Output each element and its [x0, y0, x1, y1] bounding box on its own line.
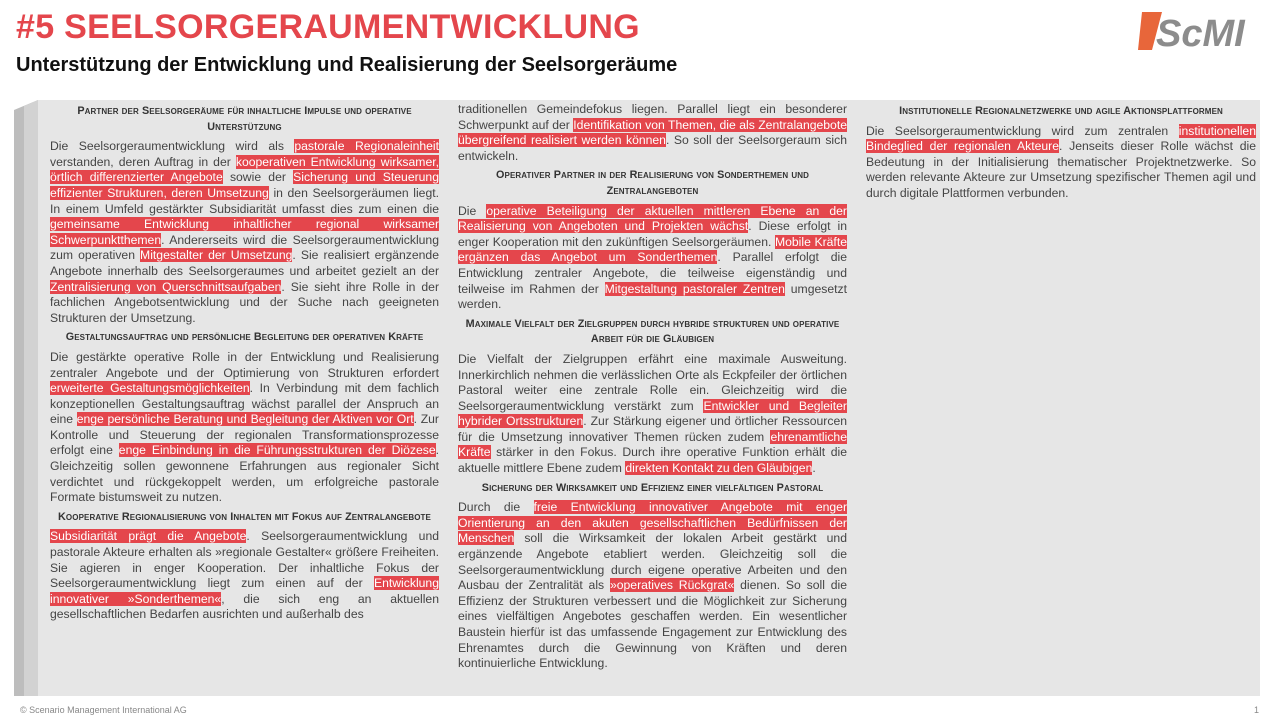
section-heading: Partner der Seelsorgeräume für inhaltliche Impulse und operative Unterstützung — [77, 105, 412, 133]
section-heading: Maximale Vielfalt der Zielgruppen durch hybride strukturen und operative Arbeit für die Gläubigen — [465, 317, 840, 346]
section-heading: Gestaltungsauftrag und persönliche Begleitung der operativen Kräfte — [65, 331, 424, 344]
section-paragraph — [458, 352, 847, 477]
text-run: . Sie realisiert ergänzende Angebote innerhalb des Seelsorgeraumes und arbeitet gezielt an der — [50, 248, 439, 278]
highlighted-phrase: pastorale Regionaleinheit — [294, 139, 439, 154]
text-run: Die — [458, 203, 487, 218]
section-heading: Kooperative Regionalisierung von Inhalten mit Fokus auf Zentralangebote — [58, 510, 431, 523]
section-paragraph — [50, 139, 439, 326]
text-run: Die Vielfalt der Zielgruppen erfährt eine maximale Ausweitung. Innerkirchlich nehmen die verlässlichen Orte als Eckpfeiler der örtlichen Pastoral weiter eine zentrale Rolle ein. Gleichzeitig wird die Seelsorgeraumentwicklung verstärkt zum — [458, 351, 847, 413]
section-paragraph — [458, 102, 847, 164]
text-run: . Andererseits wird die Seelsorgeraumentwicklung zum operativen — [50, 232, 439, 263]
text-run: traditionellen Gemeindefokus liegen. Parallel liegt ein besonderer Schwerpunkt auf der — [458, 102, 847, 132]
section-paragraph — [866, 124, 1256, 202]
footer-copyright: © Scenario Management International AG — [20, 705, 187, 715]
text-run: . Zur Kontrolle und Steuerung der regionalen Transformationsprozesse erfolgt eine — [50, 412, 439, 458]
highlighted-phrase: ehrenamtliche Kräfte — [458, 429, 847, 460]
svg-text:ScMI: ScMI — [1156, 13, 1245, 52]
section-paragraph — [458, 204, 847, 313]
page-number: 1 — [1254, 705, 1260, 715]
text-run: . Parallel erfolgt die Entwicklung zentraler Angebote, die teilweise eigenständig und teilweise im Rahmen der — [458, 250, 847, 296]
text-run: . Gleichzeitig sollen gewonnene Erfahrungen aus regionaler Sicht verdichtet und rückgekoppelt werden, um erfolgreiche pastorale Formate bistumsweit zu nutzen. — [50, 443, 439, 505]
text-run: , die sich eng an aktuellen gesellschaftlichen Bedarfen ausrichten und außerhalb des — [50, 591, 439, 622]
text-run: Durch die — [458, 500, 534, 515]
text-run: umgesetzt werden. — [458, 281, 847, 312]
highlighted-phrase: erweiterte Gestaltungsmöglichkeiten — [50, 381, 250, 396]
text-run: dienen. So soll die Effizienz der Strukturen verbessert und die Möglichkeit zur Sicherung eines vielfältigen Angebotes geschaffen werden. Ein wesentlicher Baustein hierfür ist das umfassende Engagement zur Entwicklung des Ehrenamtes durch die Gewinnung von Kräften und deren kontinuierliche Entwicklung. — [458, 578, 847, 671]
highlighted-phrase: Entwicklung innovativer »Sonderthemen« — [50, 576, 439, 606]
text-run: soll die Wirksamkeit der lokalen Arbeit gestärkt und ergänzende Angebote etabliert werden. Gleichzeitig soll die Seelsorgeraumentwicklung durch eigene operative Arbeiten und den Ausbau der Zentralität als — [458, 531, 847, 593]
highlighted-phrase: »operatives Rückgrat« — [609, 578, 735, 593]
text-run: Die Seelsorgeraumentwicklung wird als — [50, 139, 295, 154]
highlighted-phrase: enge Einbindung in die Führungsstrukturen der Diözese — [118, 443, 436, 458]
text-run: . So soll der Seelsorgeraum sich entwickeln. — [458, 133, 847, 163]
highlighted-phrase: Entwickler und Begleiter hybrider Ortsstrukturen — [458, 398, 847, 429]
highlighted-phrase: direkten Kontakt zu den Gläubigen — [625, 461, 813, 476]
text-run: Die gestärkte operative Rolle in der Entwicklung und Realisierung zentraler Angebote und der Optimierung von Strukturen erfordert — [50, 349, 439, 380]
highlighted-phrase: Identifikation von Themen, die als Zentralangebote übergreifend realisiert werden können — [458, 117, 847, 148]
text-run: Die Seelsorgeraumentwicklung wird zum zentralen — [866, 123, 1179, 138]
highlighted-phrase: freie Entwicklung innovativer Angebote mit enger Orientierung an den akuten gesellschaftlichen Bedürfnissen der Menschen — [458, 500, 848, 546]
highlighted-phrase: gemeinsame Entwicklung inhaltlicher regional wirksamer Schwerpunktthemen — [50, 217, 439, 247]
text-run: sowie der — [222, 170, 294, 185]
text-run: . Sie sieht ihre Rolle in der fachlichen Angebotsentwicklung und der Suche nach geeigneten Strukturen der Umsetzung. — [50, 279, 440, 325]
text-run: . Jenseits dieser Rolle wächst die Bedeutung in der Initialisierung thematischer Projektnetzwerke. So werden relevante Akteure zur Umsetzung spezifischer Themen agil und durch digitale Plattformen verbunden. — [866, 139, 1256, 200]
highlighted-phrase: kooperativen Entwicklung wirksamer, örtlich differenzierter Angebote — [50, 154, 439, 185]
text-run: verstanden, deren Auftrag in der — [50, 154, 236, 169]
highlighted-phrase: Mitgestaltung pastoraler Zentren — [604, 281, 785, 296]
section-heading: Institutionelle Regionalnetzwerke und agile Aktionsplattformen — [899, 105, 1223, 117]
column-middle — [458, 102, 847, 676]
highlighted-phrase: enge persönliche Beratung und Begleitung der Aktiven vor Ort — [76, 412, 414, 427]
panel-bevel — [14, 100, 38, 696]
text-run: in den Seelsorgeräumen liegt. In einem Umfeld gestärkter Subsidiarität umfasst dies zum einen die — [50, 185, 440, 216]
text-run: . — [812, 461, 816, 476]
section-paragraph — [50, 529, 439, 623]
text-run: . In Verbindung mit dem fachlich konzeptionellen Gestaltungsauftrag wächst parallel der Anspruch an eine — [50, 381, 439, 427]
highlighted-phrase: institutionellen Bindeglied der regionalen Akteure — [866, 123, 1256, 154]
highlighted-phrase: Mobile Kräfte ergänzen das Angebot um Sonderthemen — [458, 234, 847, 265]
column-left — [50, 102, 439, 627]
section-paragraph — [458, 500, 847, 672]
highlighted-phrase: operative Beteiligung der aktuellen mittleren Ebene an der Realisierung von Angeboten und Projekten wächst — [458, 203, 847, 234]
section-heading: Sicherung der Wirksamkeit und Effizienz einer vielfältigen Pastoral — [481, 481, 824, 494]
text-run: . Seelsorgeraumentwicklung und pastorale Akteure erhalten als »regionale Gestalter« größere Freiheiten. Sie agieren in enger Kooperation. Der inhaltliche Fokus der Seelsorgeraumentwicklung liegt zum einen auf der — [50, 529, 439, 591]
section-heading: Operativer Partner in der Realisierung von Sonderthemen und Zentralangeboten — [496, 169, 809, 197]
text-run: . Diese erfolgt in enger Kooperation mit den zukünftigen Seelsorgeräumen. — [458, 219, 848, 249]
content-panel — [38, 100, 1260, 696]
page-subtitle: Unterstützung der Entwicklung und Realisierung der Seelsorgeräume — [16, 54, 678, 76]
page-title: #5 SEELSORGERAUMENTWICKLUNG — [16, 8, 640, 46]
highlighted-phrase: Mitgestalter der Umsetzung — [140, 248, 293, 263]
highlighted-phrase: Zentralisierung von Querschnittsaufgaben — [50, 279, 282, 294]
text-run: stärker in den Fokus. Durch ihre operative Funktion erhält die aktuelle mittlere Ebene zudem — [458, 445, 847, 476]
section-paragraph — [50, 350, 439, 506]
highlighted-phrase: Subsidiarität prägt die Angebote — [50, 529, 247, 544]
text-run: . Zur Stärkung eigener und örtlicher Ressourcen für die Umsetzung innovativer Themen rücken zudem — [458, 414, 847, 444]
scmi-logo — [1138, 10, 1260, 52]
column-right — [866, 102, 1256, 206]
highlighted-phrase: Sicherung und Steuerung effizienter Strukturen, deren Umsetzung — [50, 170, 439, 200]
